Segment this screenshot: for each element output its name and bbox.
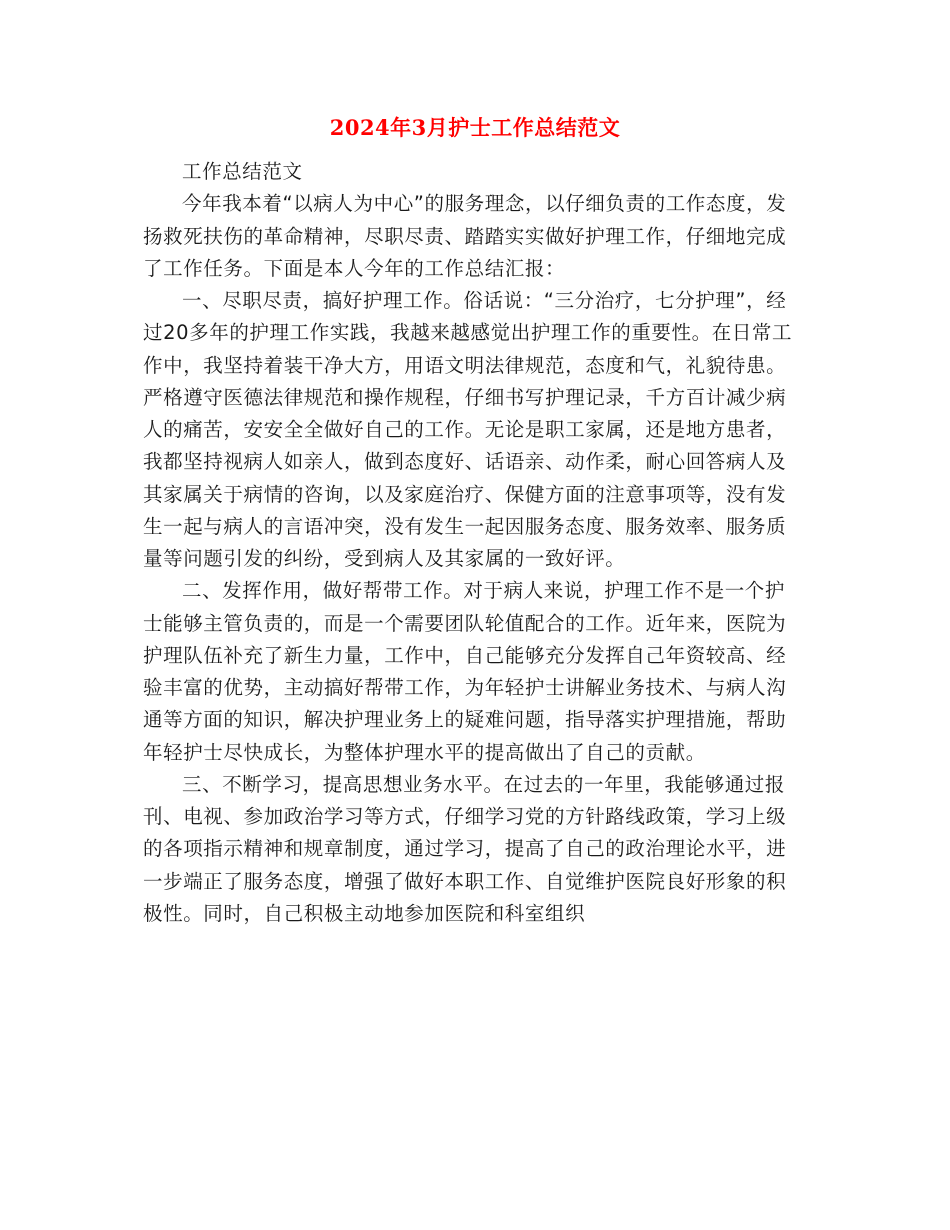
paragraph-section-3: 三、不断学习，提高思想业务水平。在过去的一年里，我能够通过报刊、电视、参加政治学习等方式，仔细学习党的方针路线政策，学习上级的各项指示精神和规章制度，通过学习，提高了自己的政治理论水平，进一步端正了服务态度，增强了做好本职工作、自觉维护医院良好形象的积极性。同时，自己积极主动地参加医院和科室组织 [143, 772, 787, 925]
paragraph-subtitle: 工作总结范文 [182, 160, 303, 183]
document-body [143, 156, 803, 930]
paragraph-section-1: 一、尽职尽责，搞好护理工作。俗话说：“三分治疗，七分护理”，经过20多年的护理工作实践，我越来越感觉出护理工作的重要性。在日常工作中，我坚持着装干净大方，用语文明法律规范，态度和气，礼貌待患。严格遵守医德法律规范和操作规程，仔细书写护理记录，千方百计减少病人的痛苦，安安全全做好自己的工作。无论是职工家属，还是地方患者，我都坚持视病人如亲人，做到态度好、话语亲、动作柔，耐心回答病人及其家属关于病情的咨询，以及家庭治疗、保健方面的注意事项等，没有发生一起与病人的言语冲突，没有发生一起因服务态度、服务效率、服务质量等问题引发的纠纷，受到病人及其家属的一致好评。 [143, 289, 793, 570]
paragraph-section-2: 二、发挥作用，做好帮带工作。对于病人来说，护理工作不是一个护士能够主管负责的，而是一个需要团队轮值配合的工作。近年来，医院为护理队伍补充了新生力量，工作中，自己能够充分发挥自己年资较高、经验丰富的优势，主动搞好帮带工作，为年轻护士讲解业务技术、与病人沟通等方面的知识，解决护理业务上的疑难问题，指导落实护理措施，帮助年轻护士尽快成长，为整体护理水平的提高做出了自己的贡献。 [143, 579, 787, 764]
document-title: 2024年3月护士工作总结范文 [329, 115, 621, 140]
paragraph-intro: 今年我本着“以病人为中心”的服务理念，以仔细负责的工作态度，发扬救死扶伤的革命精神，尽职尽责、踏踏实实做好护理工作，仔细地完成了工作任务。下面是本人今年的工作总结汇报： [143, 192, 787, 280]
